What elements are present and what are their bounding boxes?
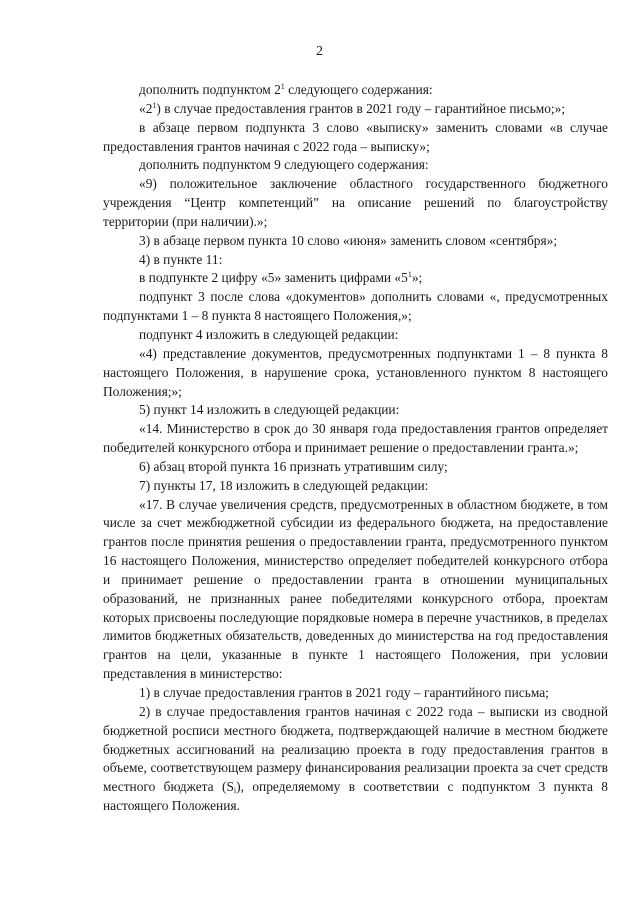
paragraph [103, 477, 608, 496]
subscript: i [233, 786, 237, 796]
paragraph-text: 6) абзац второй пункта 16 признать утратившим силу; [139, 458, 448, 474]
paragraph-text: подпункт 3 после слова «документов» дополнить словами «, предусмотренных подпунктами 1 – 8 пункта 8 настоящего Положения,»; [103, 289, 608, 324]
paragraph-text: 4) в пункте 11: [139, 251, 223, 267]
paragraph [103, 288, 608, 326]
paragraph [103, 81, 608, 100]
paragraph-text: «17. В случае увеличения средств, предусмотренных в областном бюджете, в том числе за счет межбюджетной субсидии из федерального бюджета, на предоставление грантов после принятия решения о предоставлении гранта, предусмотренного пунктом 16 настоящего Положения, министерство определяет победителей конкурсного отбора и принимает решение о предоставлении гранта в отношении муниципальных образований, не признанных ранее победителями конкурсного отбора, проектам которых присвоены последующие порядковые номера в перечне участников, в пределах лимитов бюджетных обязательств, доведенных до министерства на год предоставления грантов на цели, указанные в пункте 1 настоящего Положения, при условии представления в министерство: [103, 496, 608, 682]
paragraph-text: «4) представление документов, предусмотренных подпунктами 1 – 8 пункта 8 настоящего Положения, в нарушение срока, установленного пунктом 8 настоящего Положения;»; [103, 345, 608, 399]
paragraph [103, 232, 608, 251]
paragraph-text: «2 [139, 100, 153, 116]
paragraph [103, 458, 608, 477]
superscript: 1 [407, 270, 412, 280]
paragraph [103, 100, 608, 119]
paragraph-text: «9) положительное заключение областного государственного бюджетного учреждения “Центр компетенций” на описание решений по благоустройству территории (при наличии).»; [103, 176, 608, 229]
paragraph [103, 496, 608, 684]
paragraph [103, 420, 608, 458]
paragraph [103, 269, 608, 288]
paragraph-text: дополнить подпунктом 9 следующего содержания: [139, 157, 429, 173]
paragraph-text: в подпункте 2 цифру «5» заменить цифрами «5 [139, 270, 408, 286]
paragraph-text: 2) в случае предоставления грантов начиная с 2022 года – выписки из сводной бюджетной росписи местного бюджета, подтверждающей наличие в местном бюджете бюджетных ассигнований на реализацию проекта в году предоставления грантов в объеме, соответствующем размеру финансирования реализации проекта за счет средств местного бюджета (S [103, 703, 608, 795]
paragraph-text: 7) пункты 17, 18 изложить в следующей редакции: [139, 477, 429, 493]
superscript: 1 [152, 100, 157, 110]
paragraph-text: дополнить подпунктом 2 [139, 82, 281, 97]
page-number: 2 [316, 44, 323, 59]
paragraph-text: 1) в случае предоставления грантов в 2021 году – гарантийного письма; [139, 685, 549, 700]
paragraph-text: в абзаце первом подпункта 3 слово «выписку» заменить словами «в случае предоставления грантов начиная с 2022 года – выписку»; [103, 119, 608, 154]
paragraph [103, 175, 608, 232]
paragraph [103, 703, 608, 816]
paragraph-text: »; [411, 270, 423, 286]
paragraph-text: ) в случае предоставления грантов в 2021 году – гарантийное письмо;»; [156, 100, 566, 116]
paragraph [103, 119, 608, 157]
paragraph [103, 684, 608, 703]
paragraph-text: подпункт 4 изложить в следующей редакции: [139, 326, 399, 342]
paragraph [103, 326, 608, 345]
superscript: 1 [280, 82, 285, 91]
paragraph [103, 345, 608, 402]
paragraph-text: «14. Министерство в срок до 30 января года предоставления грантов определяет победителей конкурсного отбора и принимает решение о предоставлении гранта.»; [103, 421, 608, 456]
paragraph-text: 3) в абзаце первом пункта 10 слово «июня» заменить словом «сентября»; [139, 232, 558, 248]
paragraph-text: следующего содержания: [284, 82, 433, 97]
paragraph [103, 401, 608, 420]
paragraph-text: 5) пункт 14 изложить в следующей редакции: [139, 402, 400, 418]
paragraph-text: ), определяемому в соответствии с подпунктом 3 пункта 8 настоящего Положения. [103, 779, 608, 814]
document-body [103, 81, 608, 816]
paragraph [103, 156, 608, 175]
paragraph [103, 251, 608, 270]
